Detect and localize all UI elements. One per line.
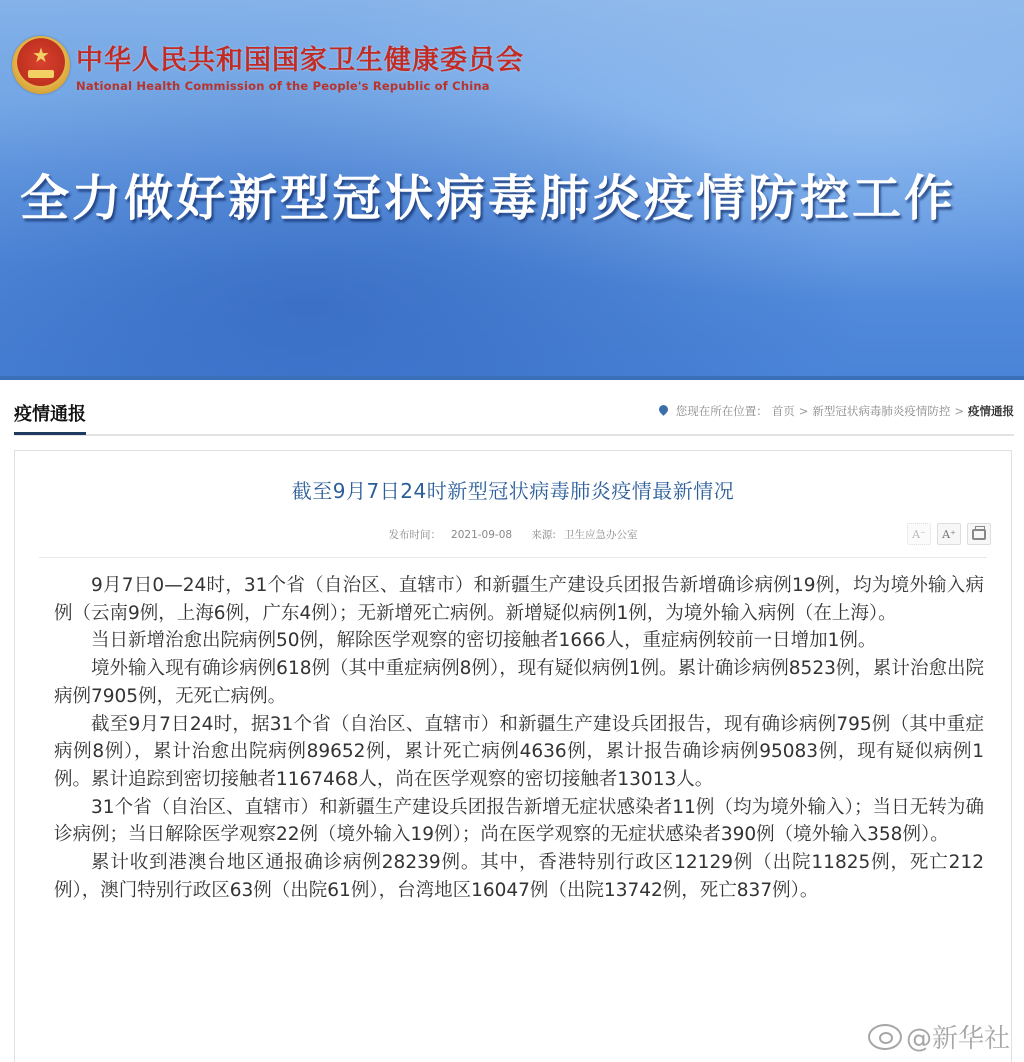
watermark-text: @新华社 bbox=[906, 1024, 1011, 1054]
font-smaller-button[interactable]: A⁻ bbox=[907, 523, 931, 545]
location-pin-icon bbox=[659, 405, 668, 417]
article-title: 截至9月7日24时新型冠状病毒肺炎疫情最新情况 bbox=[291, 479, 735, 503]
meta-divider bbox=[39, 557, 987, 558]
breadcrumb-home[interactable]: 首页 bbox=[771, 404, 795, 418]
breadcrumb-separator: > bbox=[954, 404, 964, 418]
breadcrumb-prefix: 您现在所在位置： bbox=[675, 404, 768, 418]
breadcrumb-separator: > bbox=[798, 404, 809, 418]
org-name-en: National Health Commission of the People's Republic of China bbox=[76, 79, 490, 93]
source-value: 卫生应急办公室 bbox=[563, 529, 638, 541]
paragraph: 截至9月7日24时，据31个省（自治区、直辖市）和新疆生产建设兵团报告，现有确诊病例795例（其中重症病例8例），累计治愈出院病例89652例，累计死亡病例4636例，累计报告确诊病例95083例，现有疑似病例1例。累计追踪到密切接触者1167468人，尚在医学观察的密切接触者13013人。 bbox=[54, 713, 984, 790]
paragraph: 当日新增治愈出院病例50例，解除医学观察的密切接触者1666人，重症病例较前一日增加1例。 bbox=[91, 630, 877, 652]
breadcrumb-current[interactable]: 疫情通报 bbox=[968, 404, 1014, 418]
article-meta bbox=[15, 527, 1011, 542]
article-tools bbox=[907, 523, 991, 545]
article-body bbox=[54, 572, 984, 904]
section-header bbox=[14, 404, 1014, 436]
paragraph: 境外输入现有确诊病例618例（其中重症病例8例），现有疑似病例1例。累计确诊病例8523例，累计治愈出院病例7905例，无死亡病例。 bbox=[54, 658, 984, 707]
watermark bbox=[868, 1018, 1010, 1055]
header-banner bbox=[0, 0, 1024, 380]
banner-slogan: 全力做好新型冠状病毒肺炎疫情防控工作 bbox=[20, 170, 957, 227]
national-emblem-icon bbox=[12, 36, 70, 94]
paragraph: 31个省（自治区、直辖市）和新疆生产建设兵团报告新增无症状感染者11例（均为境外输入）；当日无转为确诊病例；当日解除医学观察22例（境外输入19例）；尚在医学观察的无症状感染者390例（境外输入358例）。 bbox=[54, 796, 984, 846]
weibo-icon bbox=[868, 1024, 902, 1050]
publish-date: 2021-09-08 bbox=[451, 529, 513, 541]
print-button[interactable] bbox=[967, 523, 991, 545]
source-label: 来源: bbox=[531, 529, 556, 541]
print-icon bbox=[972, 529, 986, 540]
paragraph: 9月7日0—24时，31个省（自治区、直辖市）和新疆生产建设兵团报告新增确诊病例19例，均为境外输入病例（云南9例，上海6例，广东4例）；无新增死亡病例。新增疑似病例1例，为境外输入病例（在上海）。 bbox=[54, 575, 984, 624]
section-title: 疫情通报 bbox=[14, 404, 86, 435]
paragraph: 累计收到港澳台地区通报确诊病例28239例。其中，香港特别行政区12129例（出院11825例，死亡212例），澳门特别行政区63例（出院61例），台湾地区16047例（出院13742例，死亡837例）。 bbox=[54, 852, 984, 901]
publish-label: 发布时间： bbox=[388, 529, 442, 541]
breadcrumb-covid-prevention[interactable]: 新型冠状病毒肺炎疫情防控 bbox=[812, 404, 951, 418]
breadcrumb bbox=[659, 404, 1014, 418]
org-name-cn: 中华人民共和国国家卫生健康委员会 bbox=[76, 45, 524, 76]
font-larger-button[interactable]: A⁺ bbox=[937, 523, 961, 545]
